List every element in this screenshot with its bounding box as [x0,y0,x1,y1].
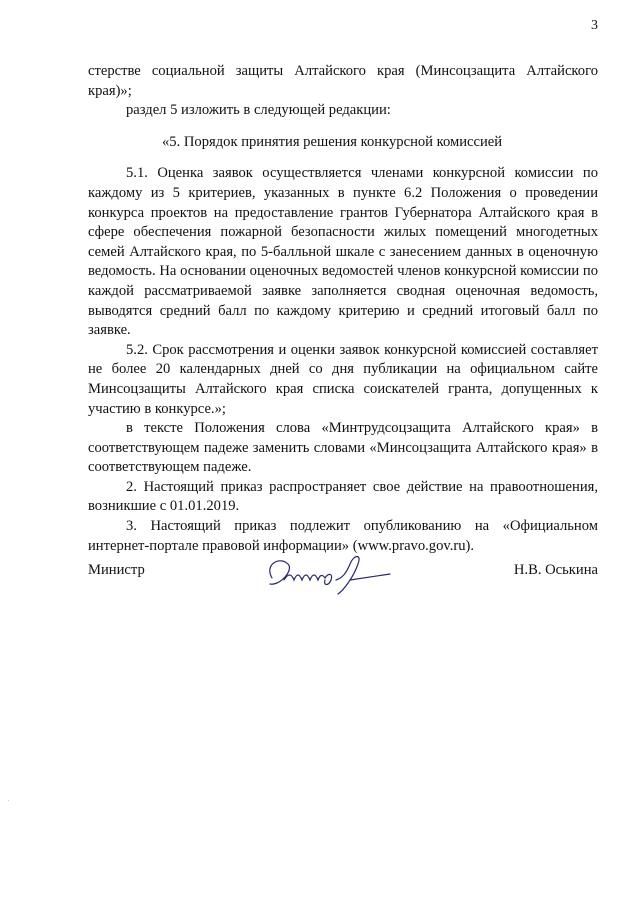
paragraph-5-2: 5.2. Срок рассмотрения и оценки заявок конкурсной комиссией составляет не более 20 календарных дней со дня публикации на официальном сайте Минсоцзащиты Алтайского края списка соискателей гранта, допущенных к участию в конкурсе.»; [88,341,598,417]
page-number: 3 [591,18,598,33]
paragraph-section5-intro: раздел 5 изложить в следующей редакции: [126,102,391,119]
paragraph-5-1: 5.1. Оценка заявок осуществляется членами конкурсной комиссии по каждому из 5 критериев, указанных в пункте 6.2 Положения о проведении конкурса проектов на предоставление грантов Губернатора Алтайского края в сфере обеспечения пожарной безопасности жилых помещений многодетных семей Алтайского края, по 5-балльной шкале с занесением данных в оценочную ведомость. На основании оценочных ведомостей членов конкурсной комиссии по каждой рассматриваемой заявке заполняется сводная оценочная ведомость, выводятся средний балл по каждому критерию и средний итоговый балл по заявке. [88,165,598,339]
document-body [88,62,598,556]
handwritten-signature [258,550,408,600]
signatory-name: Н.В. Оськина [513,562,598,578]
paragraph-item-2: 2. Настоящий приказ распространяет свое действие на правоотношения, возникшие с 01.01.2019. [88,478,598,515]
paragraph-replace-words: в тексте Положения слова «Минтрудсоцзащита Алтайского края» в соответствующем падеже заменить словами «Минсоцзащита Алтайского края» в соответствующем падеже. [88,420,598,476]
scan-speck [8,800,9,801]
paragraph-item-3: 3. Настоящий приказ подлежит опубликованию на «Официальном интернет-портале правовой информации» (www.pravo.gov.ru). [88,518,598,554]
signatory-role: Министр [88,562,145,578]
paragraph-continuation: стерстве социальной защиты Алтайского края (Минсоцзащита Алтайского края)»; [88,63,598,99]
section-heading: «5. Порядок принятия решения конкурсной комиссией [162,133,503,150]
